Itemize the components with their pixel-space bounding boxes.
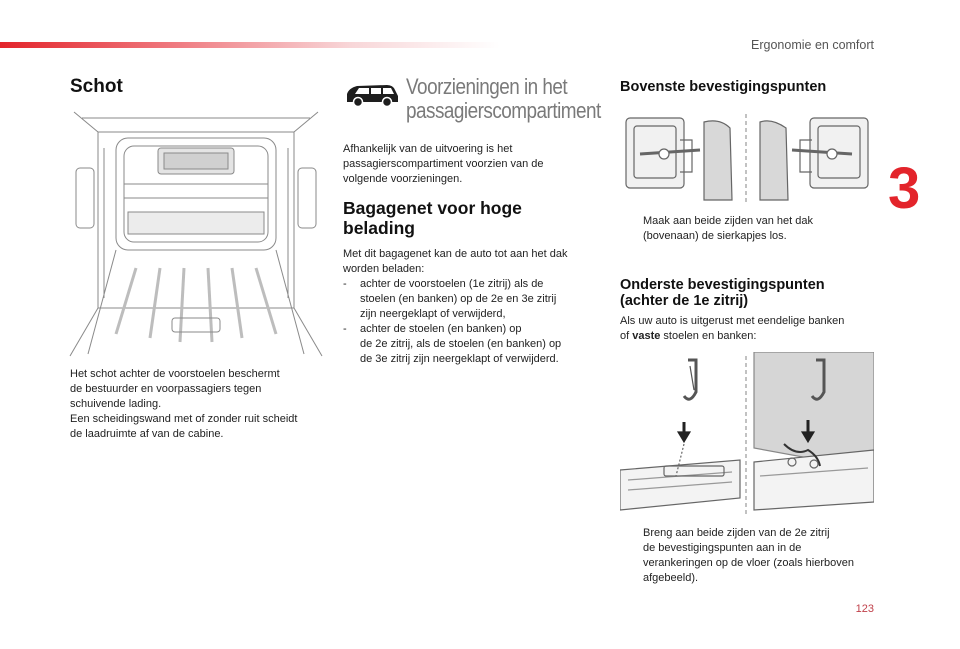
onderste-intro-prefix: of [620, 330, 633, 342]
bovenste-heading: Bovenste bevestigingspunten [620, 79, 827, 95]
onderste-bullet [620, 526, 875, 586]
bagagenet-item-line: achter de voorstoelen (1e zitrij) als de [360, 278, 544, 290]
onderste-intro-bold: vaste [632, 330, 661, 342]
van-icon [343, 82, 401, 108]
chapter-number: 3 [888, 156, 921, 221]
intro-line: volgende voorzieningen. [343, 173, 463, 185]
schot-line: de laadruimte af van de cabine. [70, 428, 224, 440]
onderste-bullet-line: verankeringen op de vloer (zoals hierboven [643, 557, 854, 569]
upper-anchor-illustration [620, 110, 870, 204]
bagagenet-heading-line2: belading [343, 218, 415, 238]
schot-line: Een scheidingswand met of zonder ruit scheidt [70, 413, 298, 425]
bagagenet-heading [343, 198, 573, 238]
page-number: 123 [855, 603, 874, 615]
voorzieningen-title-line1: Voorzieningen in het [406, 74, 568, 99]
voorzieningen-intro [343, 142, 583, 187]
bagagenet-heading-line1: Bagagenet voor hoge [343, 198, 522, 218]
schot-heading: Schot [70, 76, 123, 97]
schot-line: Het schot achter de voorstoelen beschermt [70, 368, 280, 380]
intro-line: Afhankelijk van de uitvoering is het [343, 143, 513, 155]
onderste-heading-line1: Onderste bevestigingspunten [620, 277, 825, 293]
bagagenet-item-line: stoelen (en banken) op de 2e en 3e zitrij [360, 293, 557, 305]
bagagenet-body [343, 247, 598, 367]
schot-description [70, 367, 325, 442]
bagagenet-item-line: zijn neergeklapt of verwijderd, [360, 308, 506, 320]
intro-line: passagierscompartiment voorzien van de [343, 158, 544, 170]
bagagenet-item [343, 277, 598, 322]
voorzieningen-title-line2: passagierscompartiment [406, 98, 601, 123]
onderste-heading-line2: (achter de 1e zitrij) [620, 293, 749, 309]
schot-line: schuivende lading. [70, 398, 162, 410]
bagagenet-item-line: de 2e zitrij, als de stoelen (en banken) op [360, 338, 562, 350]
bovenste-bullet [620, 214, 875, 244]
chapter-title: Ergonomie en comfort [751, 38, 874, 52]
onderste-bullet-line: afgebeeld). [643, 572, 699, 584]
bagagenet-intro [343, 247, 598, 277]
onderste-bullet-line: de bevestigingspunten aan in de [643, 542, 802, 554]
dash-marker: - [343, 323, 347, 335]
bagagenet-intro-line: Met dit bagagenet kan de auto tot aan het dak [343, 248, 568, 260]
voorzieningen-title [406, 75, 638, 123]
bovenste-bullet-line: Maak aan beide zijden van het dak [643, 215, 814, 227]
bagagenet-intro-line: worden beladen: [343, 263, 425, 275]
bovenste-bullet-line: (bovenaan) de sierkapjes los. [643, 230, 787, 242]
onderste-bullet-line: Breng aan beide zijden van de 2e zitrij [643, 527, 830, 539]
dash-marker: - [343, 278, 347, 290]
bagagenet-item-line: achter de stoelen (en banken) op [360, 323, 522, 335]
cargo-bulkhead-illustration [68, 108, 324, 358]
lower-anchor-illustration [620, 352, 874, 518]
onderste-intro-suffix: stoelen en banken: [660, 330, 757, 342]
schot-line: de bestuurder en voorpassagiers tegen [70, 383, 262, 395]
bagagenet-item [343, 322, 598, 367]
onderste-heading [620, 277, 880, 309]
header-accent-bar [0, 42, 500, 48]
onderste-intro-line1: Als uw auto is uitgerust met eendelige banken [620, 315, 845, 327]
onderste-intro [620, 314, 880, 344]
bagagenet-item-line: de 3e zitrij zijn neergeklapt of verwijderd. [360, 353, 559, 365]
